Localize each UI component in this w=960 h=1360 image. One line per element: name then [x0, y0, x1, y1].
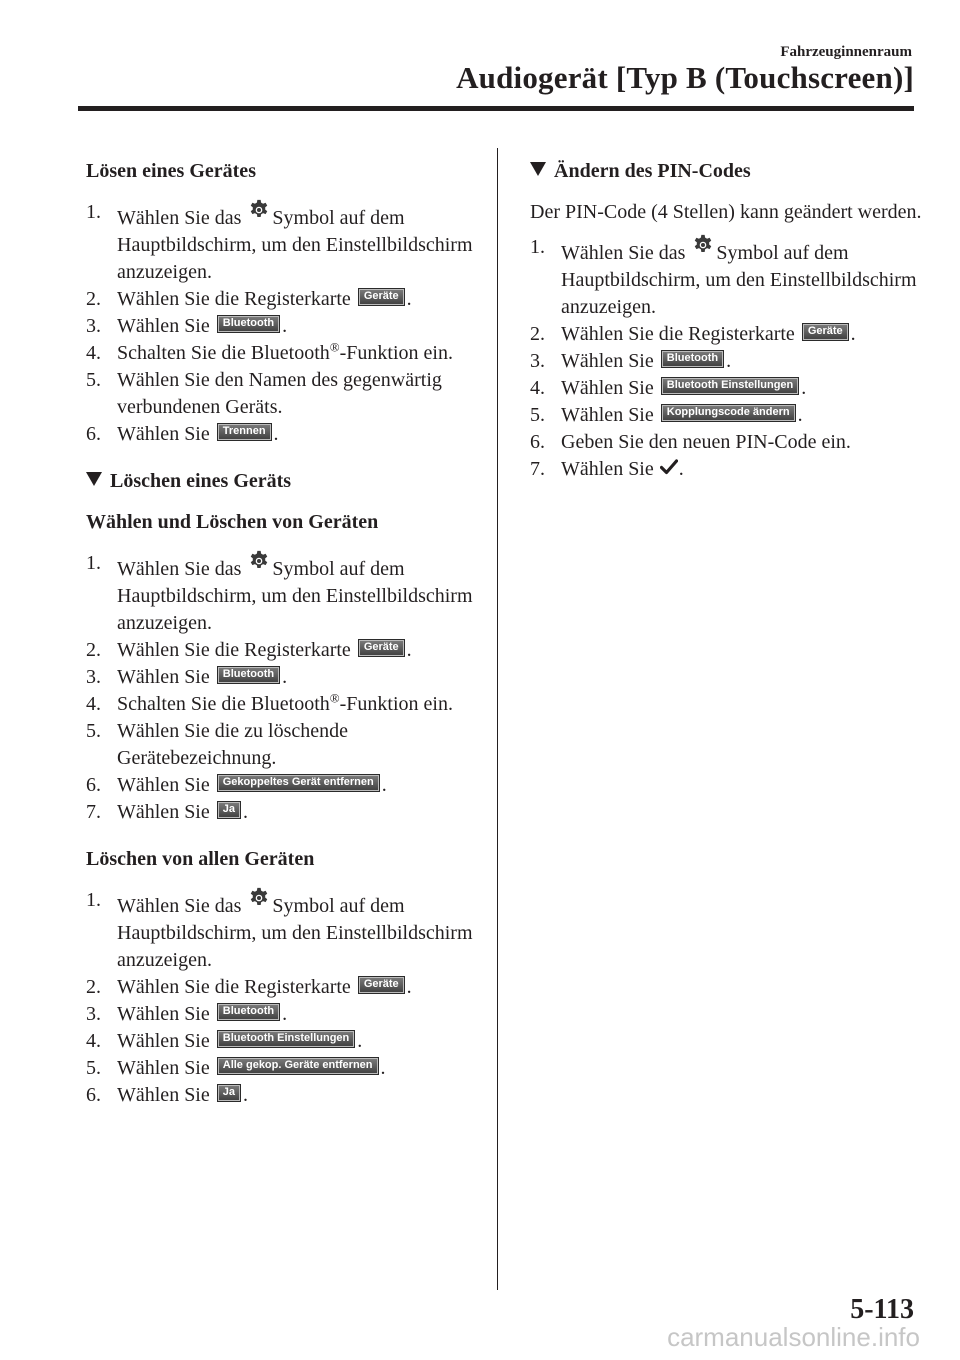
step-text: . — [406, 288, 412, 310]
step-list — [86, 887, 481, 1109]
ja-button: Ja — [217, 1084, 241, 1102]
step-text: . — [797, 404, 803, 426]
step-number: 7. — [86, 801, 101, 823]
step-text: Wählen Sie die Registerkarte — [117, 976, 351, 998]
step-number: 4. — [86, 693, 101, 715]
step-text: Wählen Sie — [561, 377, 654, 399]
step-text: Symbol auf dem Hauptbildschirm, um den Einstellbildschirm anzuzeigen. — [117, 207, 473, 283]
list-item — [86, 664, 481, 691]
step-text: Wählen Sie — [117, 1084, 210, 1106]
step-list — [530, 234, 925, 483]
list-item — [530, 402, 925, 429]
header-rule — [78, 106, 914, 111]
remove-paired-device-button: Gekoppeltes Gerät entfernen — [217, 774, 380, 792]
step-text: Wählen Sie — [561, 458, 654, 480]
watermark: carmanualsonline.info — [667, 1322, 920, 1352]
intro-paragraph: Der PIN-Code (4 Stellen) kann geändert werden. — [530, 201, 922, 223]
step-number: 5. — [86, 369, 101, 391]
step-text: Wählen Sie das — [117, 207, 242, 229]
step-text: -Funktion ein. — [339, 342, 453, 364]
step-number: 1. — [86, 552, 101, 574]
registered-mark: ® — [329, 339, 340, 355]
list-item — [86, 286, 481, 313]
subsection-heading — [530, 158, 925, 185]
step-text: . — [850, 323, 856, 345]
step-text: Wählen Sie — [117, 666, 210, 688]
step-text: . — [406, 976, 412, 998]
bluetooth-button: Bluetooth — [217, 666, 280, 684]
step-text: . — [273, 423, 279, 445]
step-text: -Funktion ein. — [339, 693, 453, 715]
checkmark-icon — [660, 456, 678, 472]
bluetooth-button: Bluetooth — [661, 350, 724, 368]
step-text: Wählen Sie die zu löschende Gerätebezeichnung. — [117, 720, 349, 769]
page-title: Audiogerät [Typ B (Touchscreen)] — [456, 60, 914, 95]
step-number: 7. — [530, 458, 545, 480]
step-number: 3. — [86, 666, 101, 688]
step-text: . — [282, 666, 288, 688]
list-item — [86, 1001, 481, 1028]
list-item — [86, 1028, 481, 1055]
step-number: 1. — [530, 236, 545, 258]
step-text: . — [243, 801, 248, 823]
list-item — [530, 348, 925, 375]
bluetooth-settings-button: Bluetooth Einstellungen — [661, 377, 800, 395]
step-text: Symbol auf dem Hauptbildschirm, um den Einstellbildschirm anzuzeigen. — [117, 558, 473, 634]
bluetooth-button: Bluetooth — [217, 315, 280, 333]
step-text: . — [380, 1057, 386, 1079]
step-number: 5. — [86, 1057, 101, 1079]
list-item — [86, 550, 481, 637]
step-number: 2. — [530, 323, 545, 345]
step-text: Wählen Sie — [117, 801, 210, 823]
list-item — [86, 718, 481, 772]
step-number: 1. — [86, 889, 101, 911]
step-text: Wählen Sie — [117, 1003, 210, 1025]
step-number: 2. — [86, 639, 101, 661]
step-text: Symbol auf dem Hauptbildschirm, um den Einstellbildschirm anzuzeigen. — [117, 895, 473, 971]
step-text: . — [406, 639, 412, 661]
list-item — [530, 429, 925, 456]
bluetooth-settings-button: Bluetooth Einstellungen — [217, 1030, 356, 1048]
step-text: Wählen Sie — [561, 350, 654, 372]
geraete-tab-button: Geräte — [802, 323, 849, 341]
list-item — [86, 974, 481, 1001]
step-text: . — [678, 458, 684, 480]
list-item — [86, 1055, 481, 1082]
step-text: . — [357, 1030, 363, 1052]
list-item — [86, 421, 481, 448]
step-text: Wählen Sie — [117, 774, 210, 796]
step-list — [86, 550, 481, 826]
step-number: 4. — [530, 377, 545, 399]
list-item — [530, 321, 925, 348]
list-item — [86, 887, 481, 974]
change-pairing-code-button: Kopplungscode ändern — [661, 404, 796, 422]
step-text: . — [282, 315, 288, 337]
gear-icon — [248, 550, 270, 572]
step-number: 4. — [86, 342, 101, 364]
header-section-label: Fahrzeuginnenraum — [780, 44, 912, 60]
step-number: 6. — [86, 423, 101, 445]
step-text: Geben Sie den neuen PIN-Code ein. — [561, 431, 851, 453]
list-item — [86, 799, 481, 826]
triangle-bullet-icon — [530, 162, 546, 176]
step-text: . — [243, 1084, 248, 1106]
list-item — [86, 1082, 481, 1109]
section-heading: Lösen eines Gerätes — [86, 160, 256, 182]
geraete-tab-button: Geräte — [358, 288, 405, 306]
list-item — [86, 772, 481, 799]
step-text: Schalten Sie die Bluetooth — [117, 693, 330, 715]
section-heading: Löschen von allen Geräten — [86, 848, 315, 870]
column-divider — [497, 148, 498, 1290]
ja-button: Ja — [217, 801, 241, 819]
list-item — [530, 234, 925, 321]
remove-all-devices-button: Alle gekop. Geräte entfernen — [217, 1057, 379, 1075]
subsection-heading-text: Löschen eines Geräts — [110, 470, 292, 492]
list-item — [530, 456, 925, 483]
step-number: 2. — [86, 288, 101, 310]
step-text: Schalten Sie die Bluetooth — [117, 342, 330, 364]
list-item — [86, 367, 481, 421]
step-text: Wählen Sie — [561, 404, 654, 426]
step-text: . — [726, 350, 732, 372]
page-number: 5-113 — [850, 1294, 914, 1325]
list-item — [530, 375, 925, 402]
step-number: 6. — [530, 431, 545, 453]
step-number: 4. — [86, 1030, 101, 1052]
list-item — [86, 313, 481, 340]
gear-icon — [248, 199, 270, 221]
step-text: Wählen Sie das — [561, 242, 686, 264]
gear-icon — [248, 887, 270, 909]
step-number: 3. — [530, 350, 545, 372]
list-item — [86, 340, 481, 367]
step-text: Wählen Sie — [117, 1057, 210, 1079]
registered-mark: ® — [329, 690, 340, 706]
list-item — [86, 199, 481, 286]
step-text: Wählen Sie die Registerkarte — [117, 288, 351, 310]
geraete-tab-button: Geräte — [358, 639, 405, 657]
step-number: 6. — [86, 1084, 101, 1106]
section-heading: Wählen und Löschen von Geräten — [86, 511, 379, 533]
left-column — [86, 158, 481, 1129]
step-text: Wählen Sie — [117, 315, 210, 337]
step-text: Wählen Sie das — [117, 558, 242, 580]
bluetooth-button: Bluetooth — [217, 1003, 280, 1021]
step-number: 2. — [86, 976, 101, 998]
step-text: Wählen Sie das — [117, 895, 242, 917]
step-number: 5. — [86, 720, 101, 742]
step-number: 5. — [530, 404, 545, 426]
step-number: 3. — [86, 1003, 101, 1025]
step-text: Wählen Sie — [117, 423, 210, 445]
trennen-button: Trennen — [217, 423, 272, 441]
gear-icon — [692, 234, 714, 256]
step-text: . — [282, 1003, 288, 1025]
step-number: 6. — [86, 774, 101, 796]
step-list — [86, 199, 481, 448]
step-text: . — [801, 377, 807, 399]
list-item — [86, 637, 481, 664]
step-text: . — [381, 774, 387, 796]
subsection-heading — [86, 468, 481, 495]
step-text: Wählen Sie — [117, 1030, 210, 1052]
step-text: Wählen Sie den Namen des gegenwärtig verbundenen Geräts. — [117, 369, 442, 418]
step-number: 1. — [86, 201, 101, 223]
step-number: 3. — [86, 315, 101, 337]
right-column — [530, 158, 925, 503]
step-text: Wählen Sie die Registerkarte — [561, 323, 795, 345]
triangle-bullet-icon — [86, 472, 102, 486]
step-text: Wählen Sie die Registerkarte — [117, 639, 351, 661]
geraete-tab-button: Geräte — [358, 976, 405, 994]
subsection-heading-text: Ändern des PIN-Codes — [554, 160, 751, 182]
step-text: Symbol auf dem Hauptbildschirm, um den Einstellbildschirm anzuzeigen. — [561, 242, 917, 318]
list-item — [86, 691, 481, 718]
